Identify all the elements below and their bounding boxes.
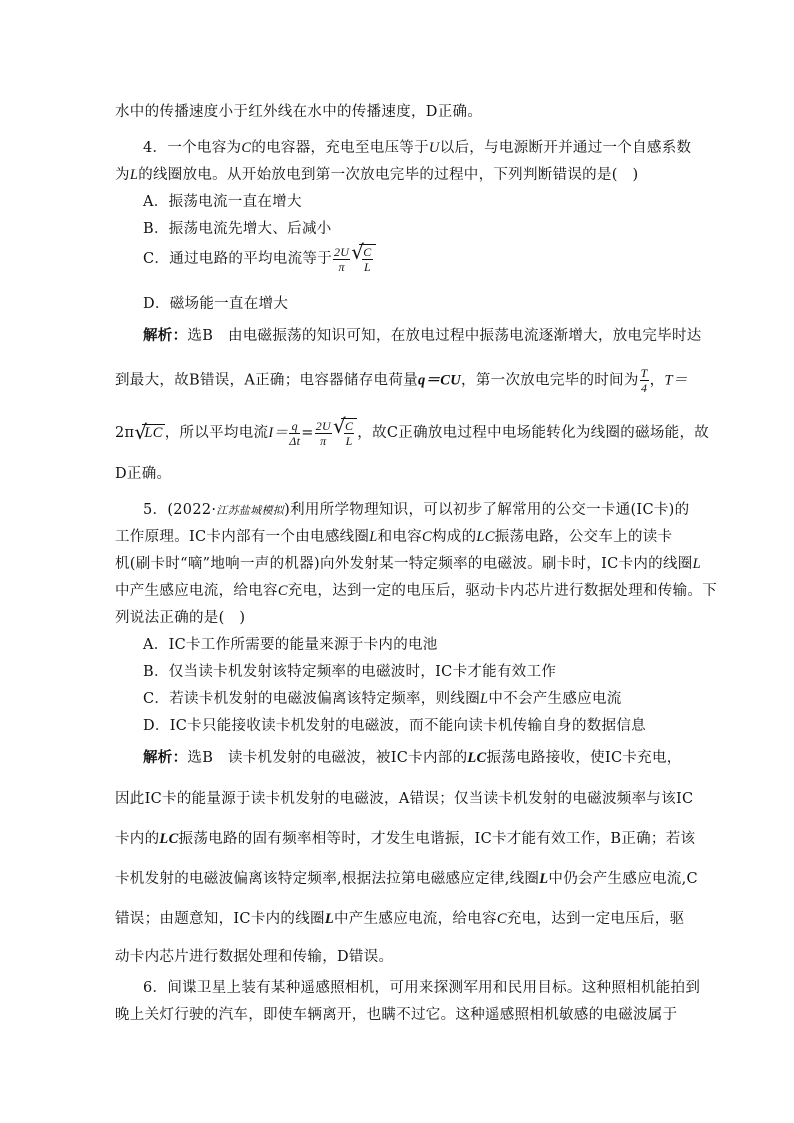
question-5-stem-4: 中产生感应电流，给电容C充电，达到一定的电压后，驱动卡内芯片进行数据处理和传输。下	[115, 583, 717, 599]
answer-5-line6: 动卡内芯片进行数据处理和传输，D错误。	[115, 949, 394, 965]
option-5b: B．仅当读卡机发射该特定频率的电磁波时，IC卡才能有效工作	[143, 664, 557, 680]
text-line: 水中的传播速度小于红外线在水中的传播速度，D正确。	[115, 104, 483, 120]
answer-4-line2: 到最大，故B错误，A正确；电容器储存电荷量q＝CU，第一次放电完毕的时间为 $\frac{T}{4}$ ，T＝	[115, 366, 688, 395]
question-6-stem-2: 晚上关灯行驶的汽车，即使车辆离开，也瞒不过它。这种遥感照相机敏感的电磁波属于	[115, 1007, 678, 1023]
answer-5-line1: 解析：选B 读卡机发射的电磁波，被IC卡内部的LC振荡电路接收，使IC卡充电，	[143, 749, 682, 766]
answer-4-line1: 解析：选B 由电磁振荡的知识可知，在放电过程中振荡电流逐渐增大，放电完毕时达	[143, 327, 702, 344]
question-4-stem: 4．一个电容为C的电容器，充电至电压等于U以后，与电源断开并通过一个自感系数	[143, 140, 692, 156]
option-4c: C．通过电路的平均电流等于 $\frac{2U}{\pi}$ √ $\frac{C}{L}$	[143, 244, 376, 274]
answer-5-line2: 因此IC卡的能量源于读卡机发射的电磁波，A错误；仅当读卡机发射的电磁波频率与该IC	[115, 791, 694, 807]
formula-fraction: $\frac{2U}{\pi}$	[334, 244, 350, 274]
option-4b: B．振荡电流先增大、后减小	[143, 221, 332, 237]
option-5d: D．IC卡只能接收读卡机发射的电磁波，而不能向读卡机传输自身的数据信息	[143, 718, 646, 734]
answer-4-line3: 2π √ LC ，所以平均电流I＝ $\frac{q}{\Delta t}$ = $\frac{2U}{\pi}$ √ $\frac{C}{L}$ ，故C正确放电过程中电场能转化为线圈的磁场能，故	[115, 414, 710, 448]
option-4a: A．振荡电流一直在增大	[143, 194, 302, 210]
answer-5-line3: 卡内的LC振荡电路的固有频率相等时，才发生电谐振，IC卡才能有效工作，B正确；若该	[115, 831, 696, 847]
option-5c: C．若读卡机发射的电磁波偏离该特定频率，则线圈L中不会产生感应电流	[143, 691, 622, 707]
option-5a: A．IC卡工作所需要的能量来源于卡内的电池	[143, 637, 438, 653]
answer-5-line5: 错误；由题意知，IC卡内的线圈L中产生感应电流，给电容C充电，达到一定电压后，驱	[115, 911, 685, 927]
sqrt-formula: √ $\frac{C}{L}$	[351, 244, 375, 274]
question-5-stem-3: 机(刷卡时“嘀”地响一声的机器)向外发射某一特定频率的电磁波。刷卡时，IC卡内的线圈L	[115, 556, 701, 572]
question-4-stem-cont: 为L的线圈放电。从开始放电到第一次放电完毕的过程中，下列判断错误的是( )	[115, 167, 639, 183]
question-5-stem-5: 列说法正确的是( )	[115, 610, 246, 626]
question-6-stem: 6．间谍卫星上装有某种遥感照相机，可用来探测军用和民用目标。这种照相机能拍到	[143, 980, 701, 996]
option-4d: D．磁场能一直在增大	[143, 296, 289, 312]
answer-4-line4: D正确。	[115, 466, 172, 482]
question-5-stem: 5．(2022·江苏盐城模拟)利用所学物理知识，可以初步了解常用的公交一卡通(IC卡)的	[143, 502, 690, 518]
answer-5-line4: 卡机发射的电磁波偏离该特定频率,根据法拉第电磁感应定律,线圈L中仍会产生感应电流,C	[115, 871, 698, 887]
question-5-stem-2: 工作原理。IC卡内部有一个由电感线圈L和电容C构成的LC振荡电路，公交车上的读卡	[115, 529, 673, 545]
